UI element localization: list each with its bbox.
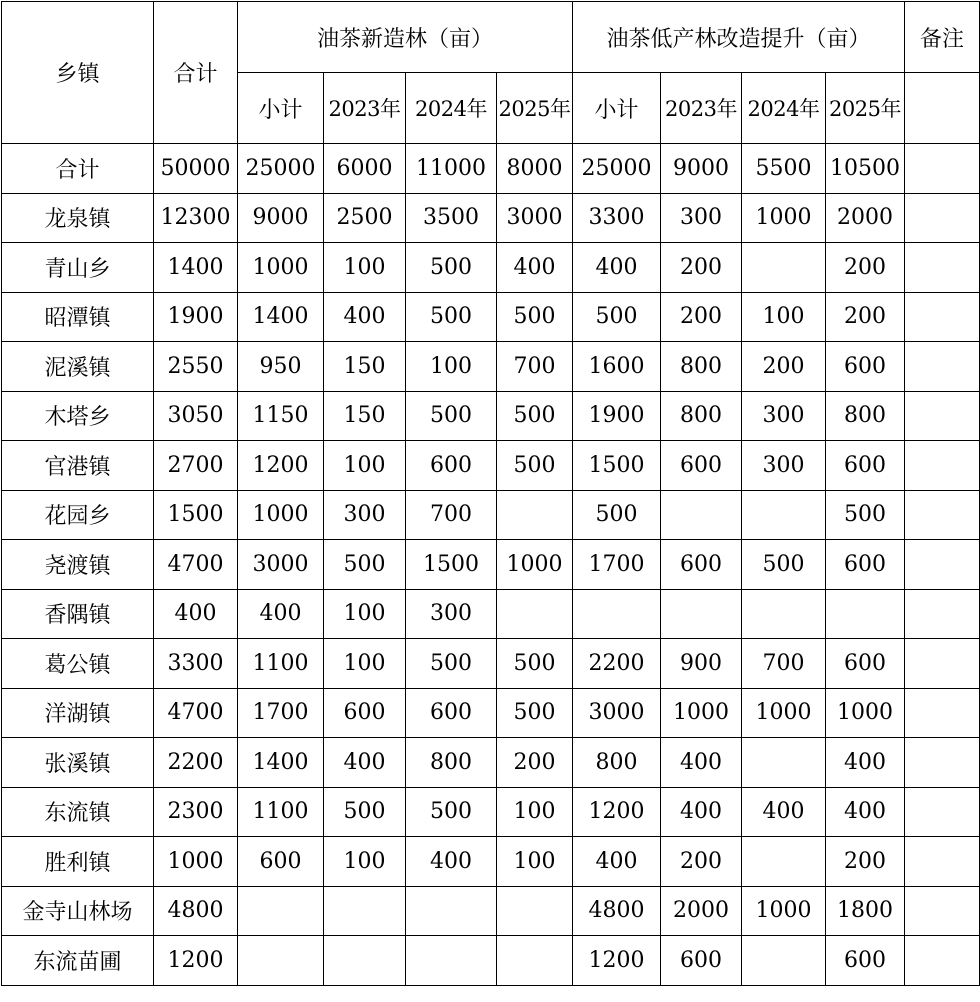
table-row bbox=[2, 886, 980, 936]
cell-new-2025: 400 bbox=[497, 243, 573, 293]
table-row bbox=[2, 292, 980, 342]
table-row bbox=[2, 738, 980, 788]
cell-improve-2024: 5500 bbox=[742, 144, 826, 194]
header-row-1 bbox=[2, 2, 980, 73]
cell-improve-2024: 100 bbox=[742, 292, 826, 342]
header-new-2025: 2025年 bbox=[497, 73, 573, 144]
cell-new-subtotal: 3000 bbox=[238, 540, 324, 590]
cell-township: 胜利镇 bbox=[2, 837, 154, 887]
header-township: 乡镇 bbox=[2, 2, 154, 144]
cell-new-2025: 500 bbox=[497, 441, 573, 491]
cell-improve-2023: 400 bbox=[661, 787, 742, 837]
cell-improve-2023: 800 bbox=[661, 342, 742, 392]
cell-new-2024: 500 bbox=[406, 639, 497, 689]
cell-improve-2025: 600 bbox=[826, 639, 905, 689]
cell-total: 4700 bbox=[154, 688, 238, 738]
cell-remarks bbox=[905, 787, 980, 837]
cell-improve-2023: 2000 bbox=[661, 886, 742, 936]
cell-new-2025: 500 bbox=[497, 292, 573, 342]
cell-new-2023: 100 bbox=[324, 837, 406, 887]
cell-new-2023 bbox=[324, 936, 406, 986]
table-row bbox=[2, 243, 980, 293]
cell-remarks bbox=[905, 639, 980, 689]
table-row bbox=[2, 490, 980, 540]
header-new-subtotal: 小计 bbox=[238, 73, 324, 144]
cell-new-subtotal: 1400 bbox=[238, 738, 324, 788]
cell-new-subtotal: 9000 bbox=[238, 193, 324, 243]
cell-new-subtotal: 400 bbox=[238, 589, 324, 639]
cell-township: 合计 bbox=[2, 144, 154, 194]
cell-improve-2023: 300 bbox=[661, 193, 742, 243]
cell-improve-2025: 800 bbox=[826, 391, 905, 441]
cell-new-subtotal: 1100 bbox=[238, 787, 324, 837]
cell-new-2025: 500 bbox=[497, 391, 573, 441]
cell-new-2023: 600 bbox=[324, 688, 406, 738]
cell-improve-2025: 500 bbox=[826, 490, 905, 540]
cell-improve-2024: 1000 bbox=[742, 193, 826, 243]
cell-total: 1900 bbox=[154, 292, 238, 342]
cell-improve-2024: 200 bbox=[742, 342, 826, 392]
cell-new-2025 bbox=[497, 886, 573, 936]
cell-remarks bbox=[905, 193, 980, 243]
cell-township: 葛公镇 bbox=[2, 639, 154, 689]
table-row bbox=[2, 837, 980, 887]
cell-new-2023: 2500 bbox=[324, 193, 406, 243]
cell-improve-2024: 300 bbox=[742, 441, 826, 491]
cell-improve-subtotal: 1200 bbox=[573, 936, 661, 986]
table-row bbox=[2, 193, 980, 243]
cell-new-subtotal: 1100 bbox=[238, 639, 324, 689]
cell-township: 泥溪镇 bbox=[2, 342, 154, 392]
cell-improve-2024 bbox=[742, 738, 826, 788]
cell-new-subtotal: 1700 bbox=[238, 688, 324, 738]
cell-improve-2025: 200 bbox=[826, 292, 905, 342]
cell-improve-subtotal: 2200 bbox=[573, 639, 661, 689]
cell-improve-2023: 1000 bbox=[661, 688, 742, 738]
cell-township: 昭潭镇 bbox=[2, 292, 154, 342]
cell-new-2025 bbox=[497, 490, 573, 540]
cell-new-2024: 500 bbox=[406, 292, 497, 342]
cell-new-2023: 150 bbox=[324, 342, 406, 392]
cell-improve-2023: 600 bbox=[661, 936, 742, 986]
cell-improve-subtotal: 1500 bbox=[573, 441, 661, 491]
cell-township: 香隅镇 bbox=[2, 589, 154, 639]
cell-new-2023: 400 bbox=[324, 292, 406, 342]
cell-township: 东流镇 bbox=[2, 787, 154, 837]
cell-new-2023: 500 bbox=[324, 540, 406, 590]
cell-new-subtotal: 25000 bbox=[238, 144, 324, 194]
cell-improve-2025: 1000 bbox=[826, 688, 905, 738]
cell-improve-2023: 200 bbox=[661, 292, 742, 342]
cell-new-2025: 3000 bbox=[497, 193, 573, 243]
cell-new-2025 bbox=[497, 589, 573, 639]
cell-new-subtotal bbox=[238, 886, 324, 936]
cell-improve-2023: 900 bbox=[661, 639, 742, 689]
cell-new-subtotal: 600 bbox=[238, 837, 324, 887]
cell-improve-2024: 500 bbox=[742, 540, 826, 590]
cell-improve-subtotal bbox=[573, 589, 661, 639]
cell-new-2024: 1500 bbox=[406, 540, 497, 590]
cell-remarks bbox=[905, 540, 980, 590]
cell-improve-subtotal: 400 bbox=[573, 243, 661, 293]
cell-township: 龙泉镇 bbox=[2, 193, 154, 243]
table-row bbox=[2, 639, 980, 689]
cell-improve-2025: 200 bbox=[826, 243, 905, 293]
cell-improve-2024: 300 bbox=[742, 391, 826, 441]
cell-township: 青山乡 bbox=[2, 243, 154, 293]
cell-remarks bbox=[905, 738, 980, 788]
cell-new-2024: 300 bbox=[406, 589, 497, 639]
cell-total: 4800 bbox=[154, 886, 238, 936]
cell-improve-2025: 600 bbox=[826, 540, 905, 590]
cell-improve-2023 bbox=[661, 589, 742, 639]
cell-improve-2024: 1000 bbox=[742, 886, 826, 936]
cell-remarks bbox=[905, 391, 980, 441]
cell-new-2025: 8000 bbox=[497, 144, 573, 194]
cell-new-2025: 1000 bbox=[497, 540, 573, 590]
cell-total: 1000 bbox=[154, 837, 238, 887]
cell-improve-2023: 600 bbox=[661, 441, 742, 491]
cell-improve-subtotal: 1600 bbox=[573, 342, 661, 392]
cell-new-2023: 400 bbox=[324, 738, 406, 788]
header-new-afforestation: 油茶新造林（亩） bbox=[238, 2, 573, 73]
cell-remarks bbox=[905, 292, 980, 342]
cell-new-2024: 500 bbox=[406, 391, 497, 441]
table-row bbox=[2, 787, 980, 837]
cell-new-2024: 600 bbox=[406, 441, 497, 491]
header-improve-subtotal: 小计 bbox=[573, 73, 661, 144]
header-new-2023: 2023年 bbox=[324, 73, 406, 144]
cell-total: 4700 bbox=[154, 540, 238, 590]
cell-improve-2023 bbox=[661, 490, 742, 540]
cell-improve-2024: 400 bbox=[742, 787, 826, 837]
cell-improve-2025: 400 bbox=[826, 787, 905, 837]
cell-improve-2023: 400 bbox=[661, 738, 742, 788]
cell-improve-2025: 600 bbox=[826, 936, 905, 986]
header-remarks: 备注 bbox=[905, 2, 980, 73]
cell-new-2025: 500 bbox=[497, 688, 573, 738]
cell-total: 50000 bbox=[154, 144, 238, 194]
cell-new-subtotal: 1000 bbox=[238, 243, 324, 293]
cell-new-2025 bbox=[497, 936, 573, 986]
cell-new-2024: 600 bbox=[406, 688, 497, 738]
cell-improve-2023: 200 bbox=[661, 243, 742, 293]
cell-remarks bbox=[905, 342, 980, 392]
cell-improve-subtotal: 1200 bbox=[573, 787, 661, 837]
header-improve-2024: 2024年 bbox=[742, 73, 826, 144]
cell-township: 金寺山林场 bbox=[2, 886, 154, 936]
cell-improve-subtotal: 800 bbox=[573, 738, 661, 788]
cell-improve-2024: 1000 bbox=[742, 688, 826, 738]
cell-new-subtotal: 1150 bbox=[238, 391, 324, 441]
header-new-2024: 2024年 bbox=[406, 73, 497, 144]
cell-remarks bbox=[905, 936, 980, 986]
cell-township: 洋湖镇 bbox=[2, 688, 154, 738]
cell-remarks bbox=[905, 490, 980, 540]
cell-new-2023: 150 bbox=[324, 391, 406, 441]
cell-new-2024: 400 bbox=[406, 837, 497, 887]
header-improve-2025: 2025年 bbox=[826, 73, 905, 144]
header-remarks-blank bbox=[905, 73, 980, 144]
cell-new-2023: 500 bbox=[324, 787, 406, 837]
cell-improve-subtotal: 3300 bbox=[573, 193, 661, 243]
cell-improve-2024 bbox=[742, 243, 826, 293]
cell-new-2023: 100 bbox=[324, 441, 406, 491]
cell-remarks bbox=[905, 886, 980, 936]
cell-improve-2025: 10500 bbox=[826, 144, 905, 194]
cell-remarks bbox=[905, 144, 980, 194]
cell-new-2025: 500 bbox=[497, 639, 573, 689]
cell-improve-subtotal: 500 bbox=[573, 490, 661, 540]
table-row bbox=[2, 540, 980, 590]
cell-total: 400 bbox=[154, 589, 238, 639]
cell-new-2024: 500 bbox=[406, 787, 497, 837]
header-total: 合计 bbox=[154, 2, 238, 144]
cell-improve-subtotal: 400 bbox=[573, 837, 661, 887]
cell-improve-2024 bbox=[742, 936, 826, 986]
cell-remarks bbox=[905, 441, 980, 491]
cell-improve-2024 bbox=[742, 837, 826, 887]
cell-improve-subtotal: 500 bbox=[573, 292, 661, 342]
cell-new-2025: 100 bbox=[497, 787, 573, 837]
cell-total: 2300 bbox=[154, 787, 238, 837]
cell-new-2024: 3500 bbox=[406, 193, 497, 243]
cell-improve-2025: 600 bbox=[826, 342, 905, 392]
cell-new-2023: 6000 bbox=[324, 144, 406, 194]
cell-remarks bbox=[905, 837, 980, 887]
cell-improve-2023: 600 bbox=[661, 540, 742, 590]
cell-new-2023: 100 bbox=[324, 639, 406, 689]
cell-total: 3050 bbox=[154, 391, 238, 441]
cell-township: 官港镇 bbox=[2, 441, 154, 491]
cell-new-2024: 800 bbox=[406, 738, 497, 788]
cell-total: 2700 bbox=[154, 441, 238, 491]
cell-township: 东流苗圃 bbox=[2, 936, 154, 986]
cell-improve-subtotal: 3000 bbox=[573, 688, 661, 738]
table-row bbox=[2, 688, 980, 738]
cell-new-subtotal: 1200 bbox=[238, 441, 324, 491]
cell-total: 3300 bbox=[154, 639, 238, 689]
cell-new-2025: 200 bbox=[497, 738, 573, 788]
cell-remarks bbox=[905, 688, 980, 738]
cell-improve-2024: 700 bbox=[742, 639, 826, 689]
cell-total: 1400 bbox=[154, 243, 238, 293]
table-row bbox=[2, 441, 980, 491]
table-row bbox=[2, 144, 980, 194]
cell-improve-2023: 200 bbox=[661, 837, 742, 887]
cell-improve-2025: 2000 bbox=[826, 193, 905, 243]
cell-improve-2025: 200 bbox=[826, 837, 905, 887]
cell-township: 尧渡镇 bbox=[2, 540, 154, 590]
cell-new-subtotal: 950 bbox=[238, 342, 324, 392]
cell-new-subtotal bbox=[238, 936, 324, 986]
cell-improve-subtotal: 4800 bbox=[573, 886, 661, 936]
cell-new-2024: 700 bbox=[406, 490, 497, 540]
cell-township: 张溪镇 bbox=[2, 738, 154, 788]
cell-total: 12300 bbox=[154, 193, 238, 243]
cell-township: 花园乡 bbox=[2, 490, 154, 540]
cell-improve-2025 bbox=[826, 589, 905, 639]
table-row bbox=[2, 936, 980, 986]
cell-new-2023 bbox=[324, 886, 406, 936]
cell-total: 1500 bbox=[154, 490, 238, 540]
cell-new-2025: 700 bbox=[497, 342, 573, 392]
cell-new-2023: 300 bbox=[324, 490, 406, 540]
header-improve-2023: 2023年 bbox=[661, 73, 742, 144]
cell-improve-2024 bbox=[742, 490, 826, 540]
cell-new-2025: 100 bbox=[497, 837, 573, 887]
cell-remarks bbox=[905, 243, 980, 293]
cell-new-subtotal: 1000 bbox=[238, 490, 324, 540]
cell-remarks bbox=[905, 589, 980, 639]
cell-total: 2200 bbox=[154, 738, 238, 788]
cell-improve-2024 bbox=[742, 589, 826, 639]
table-body bbox=[2, 2, 980, 986]
cell-total: 1200 bbox=[154, 936, 238, 986]
cell-improve-2023: 800 bbox=[661, 391, 742, 441]
cell-new-2024: 11000 bbox=[406, 144, 497, 194]
cell-new-2024 bbox=[406, 936, 497, 986]
table-row bbox=[2, 589, 980, 639]
cell-new-2024: 100 bbox=[406, 342, 497, 392]
cell-improve-subtotal: 25000 bbox=[573, 144, 661, 194]
cell-improve-2023: 9000 bbox=[661, 144, 742, 194]
cell-improve-subtotal: 1900 bbox=[573, 391, 661, 441]
afforestation-table bbox=[1, 1, 980, 986]
table-row bbox=[2, 342, 980, 392]
header-low-yield-improvement: 油茶低产林改造提升（亩） bbox=[573, 2, 905, 73]
cell-new-2023: 100 bbox=[324, 243, 406, 293]
cell-improve-2025: 1800 bbox=[826, 886, 905, 936]
cell-improve-2025: 600 bbox=[826, 441, 905, 491]
cell-new-2024: 500 bbox=[406, 243, 497, 293]
cell-improve-subtotal: 1700 bbox=[573, 540, 661, 590]
cell-improve-2025: 400 bbox=[826, 738, 905, 788]
cell-township: 木塔乡 bbox=[2, 391, 154, 441]
cell-new-2024 bbox=[406, 886, 497, 936]
cell-new-2023: 100 bbox=[324, 589, 406, 639]
table-row bbox=[2, 391, 980, 441]
cell-total: 2550 bbox=[154, 342, 238, 392]
cell-new-subtotal: 1400 bbox=[238, 292, 324, 342]
